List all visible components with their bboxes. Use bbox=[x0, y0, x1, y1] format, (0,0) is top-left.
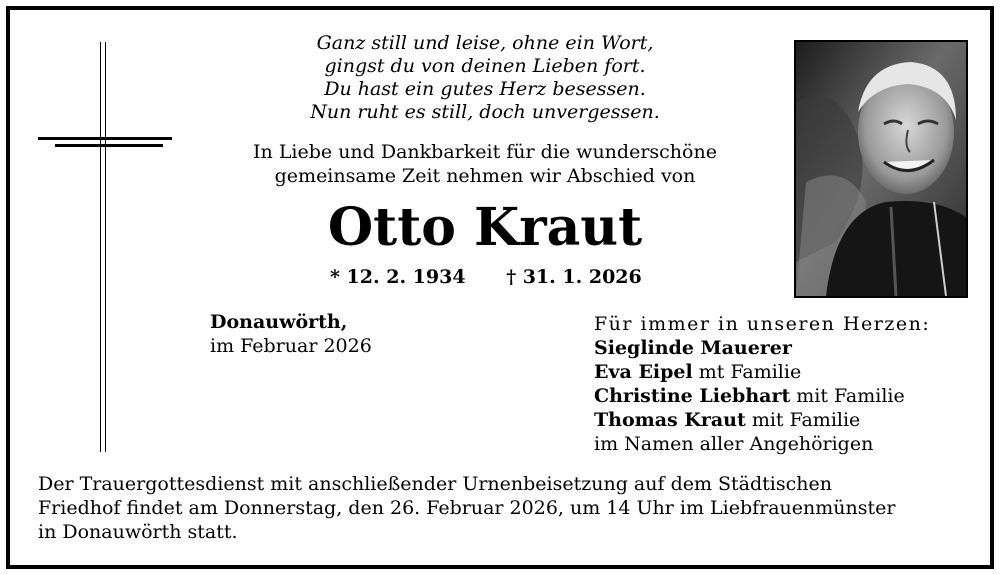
service-line: Friedhof findet am Donnerstag, den 26. Februar 2026, um 14 Uhr im Liebfrauenmünster bbox=[38, 497, 896, 519]
death-date: † 31. 1. 2026 bbox=[506, 266, 642, 288]
obituary-frame bbox=[6, 6, 994, 569]
place-and-date bbox=[210, 310, 510, 358]
poem bbox=[260, 32, 710, 124]
place-date: im Februar 2026 bbox=[210, 335, 372, 357]
intro-text bbox=[210, 140, 760, 188]
member-name: Christine Liebhart bbox=[594, 385, 791, 407]
family-heading: Für immer in unseren Herzen: bbox=[594, 313, 931, 335]
member-name: Sieglinde Mauerer bbox=[594, 337, 792, 359]
intro-line: gemeinsame Zeit nehmen wir Abschied von bbox=[274, 165, 696, 187]
family-list bbox=[594, 312, 994, 456]
poem-line: Ganz still und leise, ohne ein Wort, bbox=[316, 32, 654, 54]
member-name: Eva Eipel bbox=[594, 361, 693, 383]
member-suffix: mt Familie bbox=[692, 361, 802, 383]
portrait-photo bbox=[794, 40, 968, 298]
poem-line: gingst du von deinen Lieben fort. bbox=[324, 55, 646, 77]
member-name: Thomas Kraut bbox=[594, 409, 746, 431]
cross-icon-beam-lower bbox=[55, 144, 163, 147]
life-dates bbox=[330, 265, 640, 289]
cross-icon-beam-upper bbox=[38, 137, 172, 140]
service-notice bbox=[38, 472, 988, 544]
family-member bbox=[594, 408, 994, 432]
member-suffix: mit Familie bbox=[745, 409, 861, 431]
cross-icon-vertical bbox=[100, 42, 106, 452]
poem-line: Du hast ein gutes Herz besessen. bbox=[324, 78, 646, 100]
family-closing: im Namen aller Angehörigen bbox=[594, 433, 874, 455]
service-line: in Donauwörth statt. bbox=[38, 521, 238, 543]
birth-date: * 12. 2. 1934 bbox=[330, 266, 466, 288]
service-line: Der Trauergottesdienst mit anschließender Urnenbeisetzung auf dem Städtischen bbox=[38, 473, 832, 495]
family-member bbox=[594, 360, 994, 384]
place-city: Donauwörth, bbox=[210, 311, 348, 333]
deceased-name: Otto Kraut bbox=[327, 197, 643, 258]
member-suffix: mit Familie bbox=[790, 385, 905, 407]
family-member bbox=[594, 336, 994, 360]
family-member bbox=[594, 384, 994, 408]
intro-line: In Liebe und Dankbarkeit für die wunderschöne bbox=[253, 141, 717, 163]
poem-line: Nun ruht es still, doch unvergessen. bbox=[310, 101, 660, 123]
